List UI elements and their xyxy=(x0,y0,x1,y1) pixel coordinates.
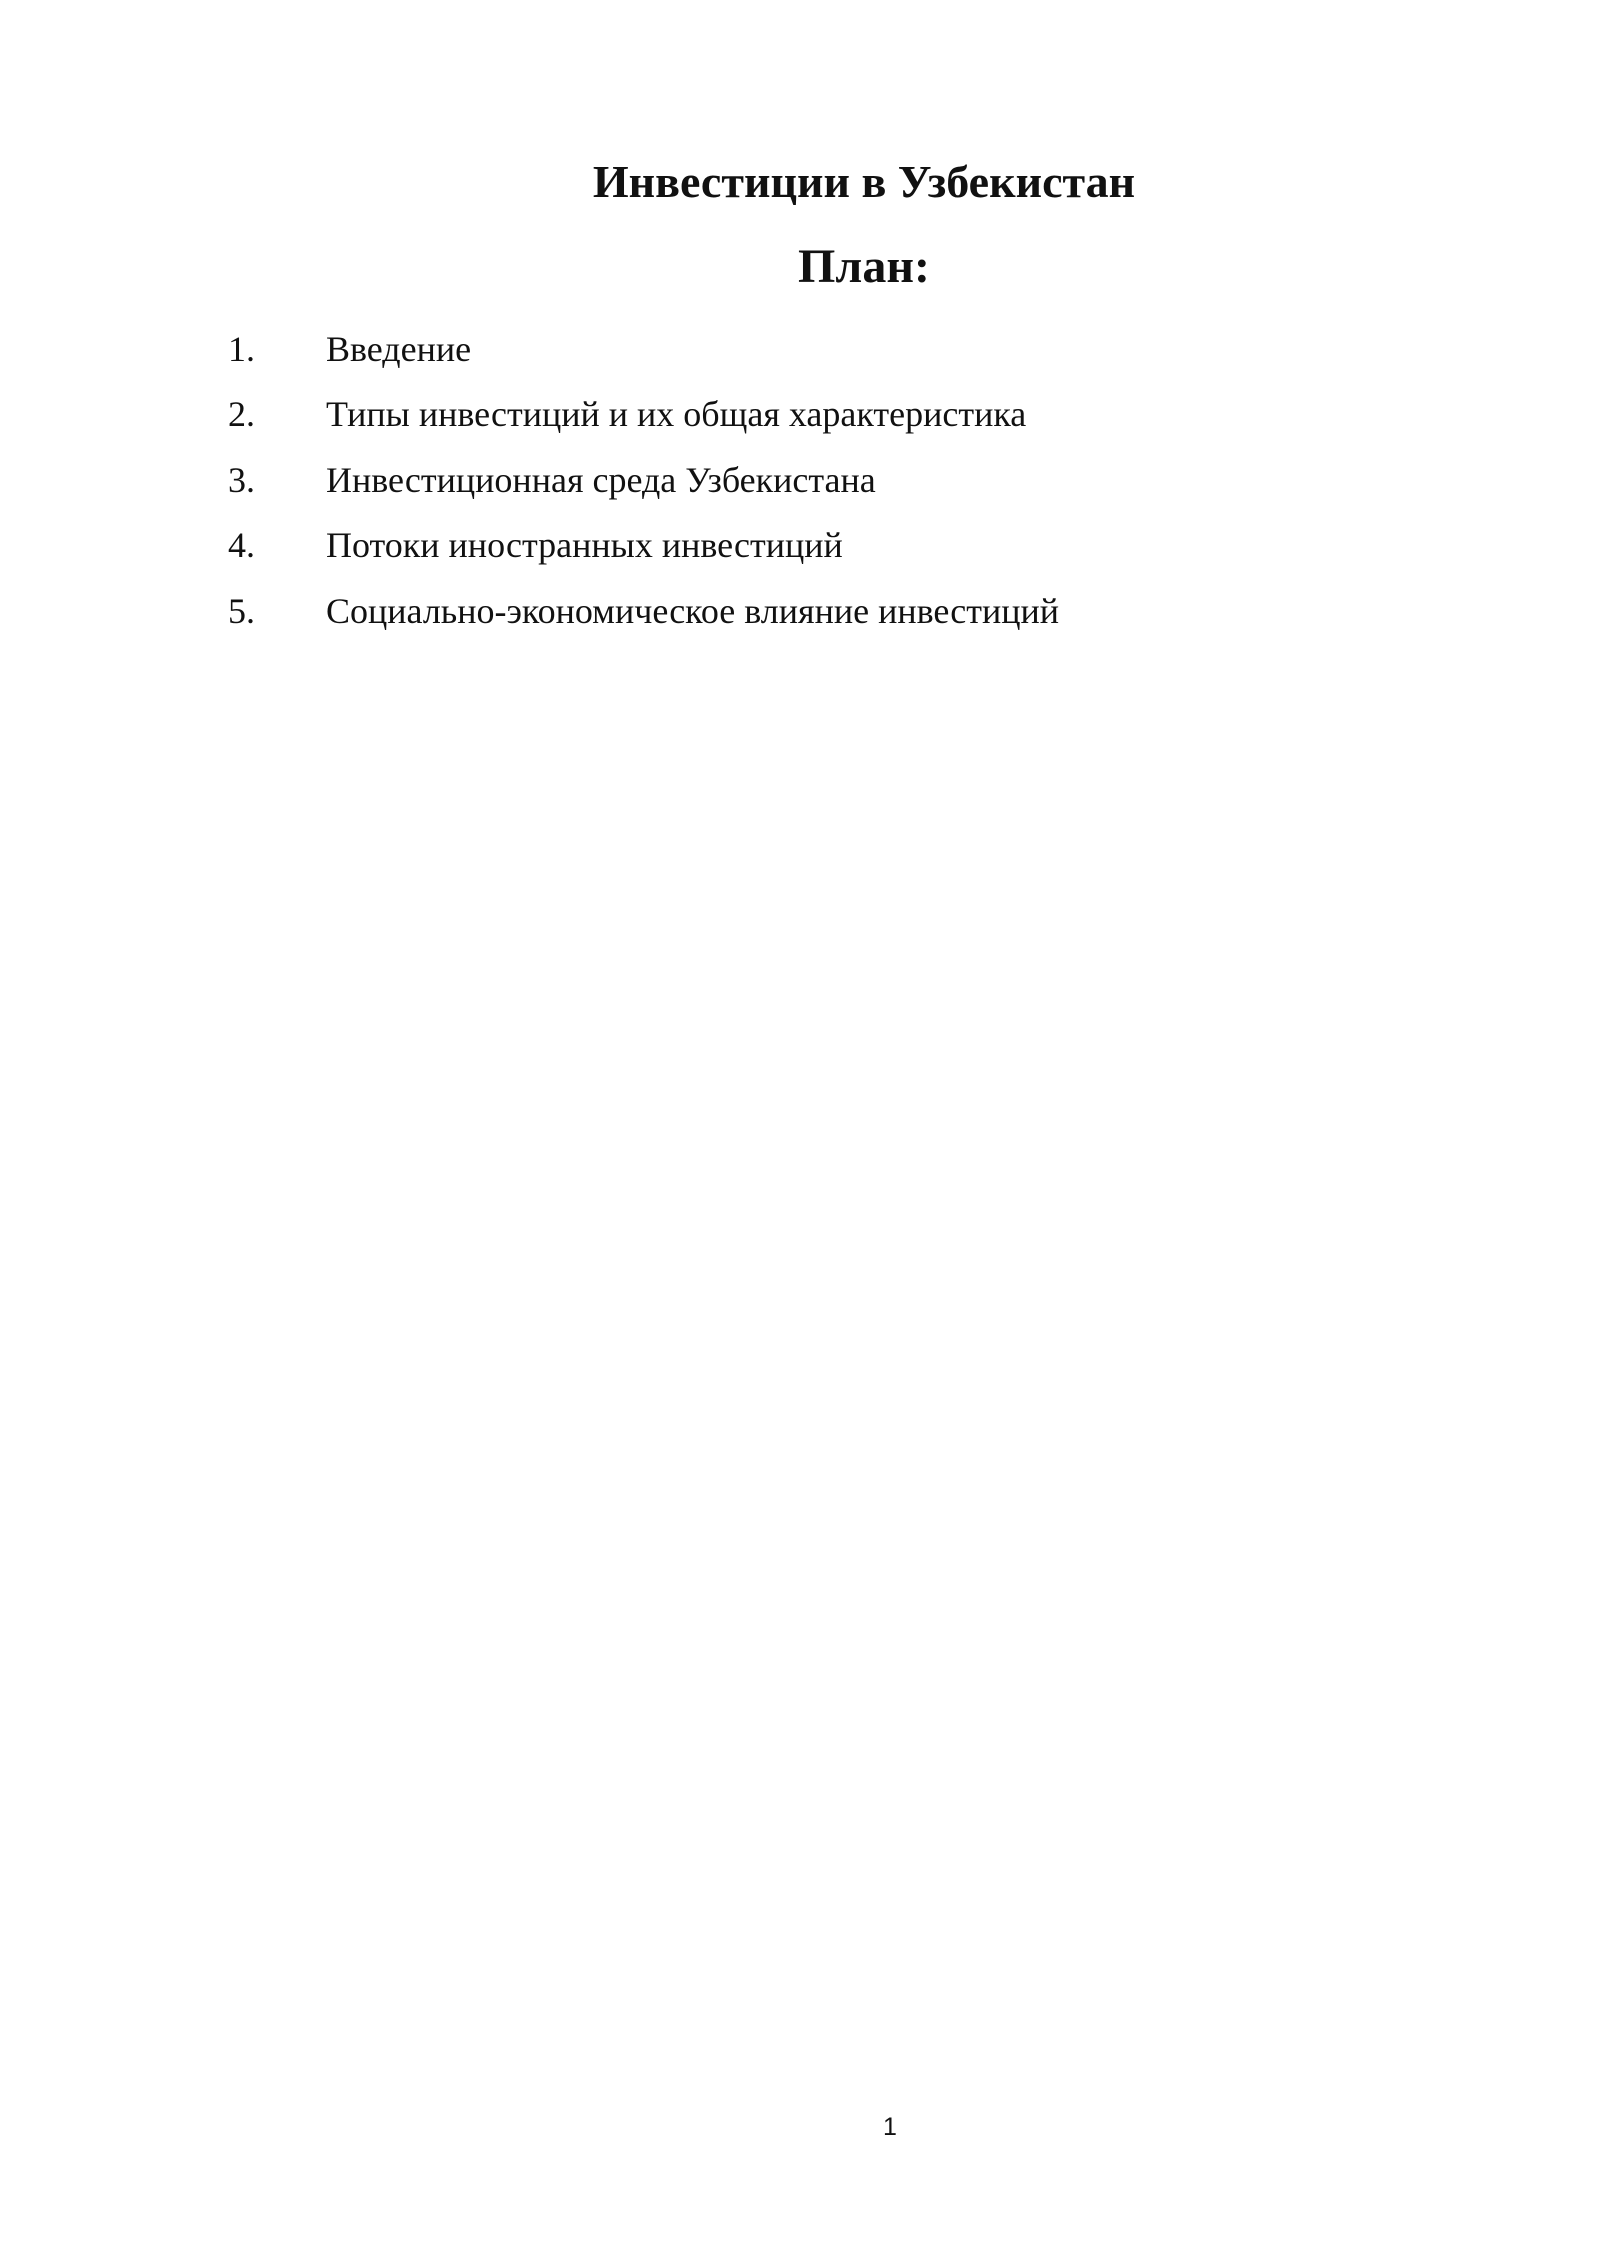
plan-item-text: Введение xyxy=(326,328,472,369)
plan-heading: План: xyxy=(798,240,930,293)
plan-item xyxy=(228,513,1059,579)
plan-item-text: Инвестиционная среда Узбекистана xyxy=(326,459,876,500)
plan-item-number: 3. xyxy=(228,459,255,500)
plan-item xyxy=(228,316,1059,382)
plan-list xyxy=(228,316,1059,644)
plan-item-number: 2. xyxy=(228,394,255,435)
plan-item xyxy=(228,447,1059,513)
plan-item xyxy=(228,578,1059,644)
plan-item-number: 4. xyxy=(228,525,255,566)
page-number: 1 xyxy=(883,2113,897,2141)
plan-item-text: Социально-экономическое влияние инвестиций xyxy=(326,590,1060,631)
plan-item xyxy=(228,382,1059,448)
document-title: Инвестиции в Узбекистан xyxy=(592,156,1136,207)
plan-item-text: Потоки иностранных инвестиций xyxy=(326,525,843,566)
plan-item-number: 5. xyxy=(228,590,255,631)
plan-item-number: 1. xyxy=(228,328,255,369)
plan-item-text: Типы инвестиций и их общая характеристика xyxy=(326,394,1027,435)
